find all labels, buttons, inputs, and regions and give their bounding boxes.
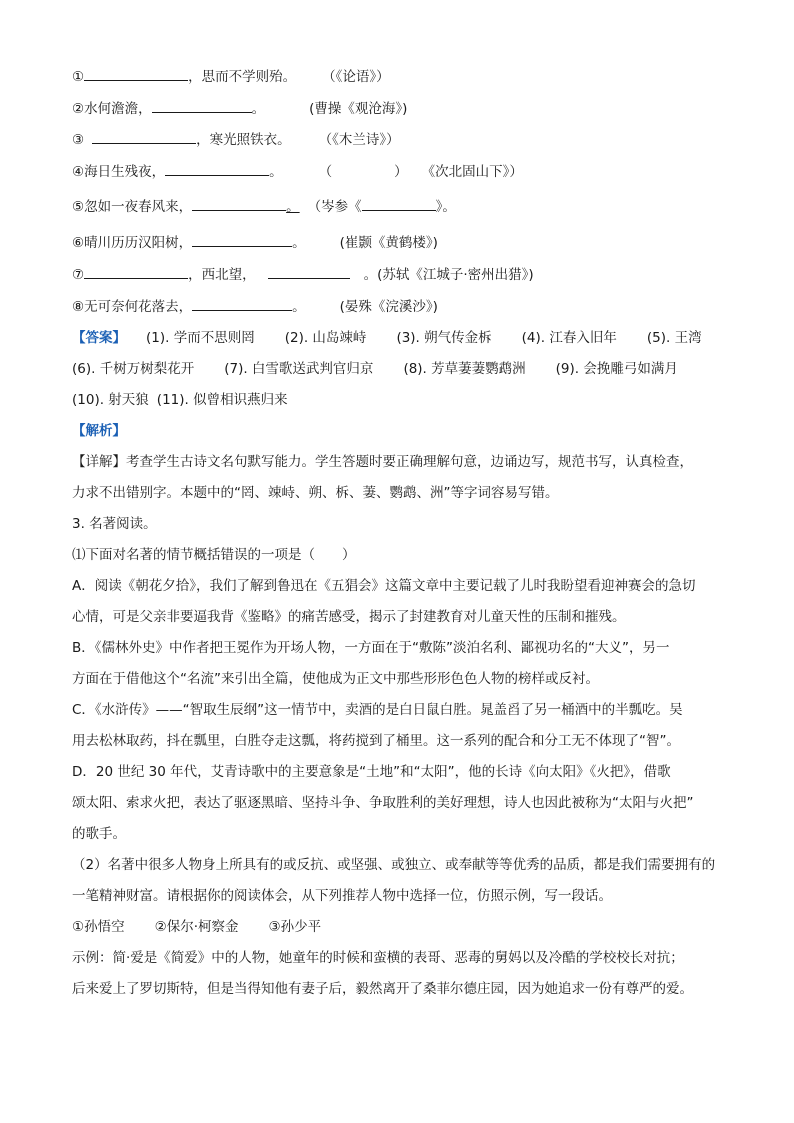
poem-text: 海日生残夜， <box>84 164 166 180</box>
option-d-line-2 <box>72 793 694 813</box>
poem-text: 。 <box>286 199 300 215</box>
poem-text: ，思而不学则殆。 <box>188 69 297 85</box>
item-number: ⑧ <box>72 299 85 315</box>
answer-item: (7). 白雪歌送武判官归京 <box>224 361 374 377</box>
answer-item: (1). 学而不思则罔 <box>146 330 255 346</box>
poem-text: 。 <box>269 164 283 180</box>
item-number: ④ <box>72 164 85 180</box>
answer-blank[interactable] <box>84 264 188 279</box>
poem-line-5 <box>72 196 456 217</box>
example-line-2 <box>72 979 693 999</box>
poem-line-3 <box>72 129 400 150</box>
poem-text: 无可奈何花落去， <box>84 299 193 315</box>
detail-text: 力求不出错别字。本题中的“罔、竦峙、朔、柝、萋、鹦鹉、洲”等字词容易写错。 <box>72 485 559 501</box>
poem-text: 晴川历历汉阳树， <box>84 235 193 251</box>
detail-label: 【详解】 <box>72 454 126 470</box>
item-number: ② <box>72 101 85 117</box>
answer-blank[interactable] <box>192 296 292 311</box>
answer-item: (6). 千树万树梨花开 <box>72 361 195 377</box>
item-number: ⑥ <box>72 235 85 251</box>
answer-row-2 <box>72 359 678 379</box>
poem-line-6 <box>72 232 438 253</box>
answer-blank[interactable] <box>92 129 196 144</box>
question-title-text: 3. 名著阅读。 <box>72 516 157 532</box>
poem-text: ，西北望， <box>188 267 256 283</box>
sub-question-text: 一笔精神财富。请根据你的阅读体会，从下列推荐人物中选择一位，仿照示例，写一段话。 <box>72 888 612 904</box>
poem-source: 《次北固山下》） <box>421 164 523 180</box>
people-list <box>72 917 321 937</box>
answer-item: (9). 会挽雕弓如满月 <box>555 361 678 377</box>
sub-question-2-line-2 <box>72 886 612 906</box>
poem-line-2 <box>72 98 407 119</box>
poem-line-4 <box>72 161 523 182</box>
option-label: D． <box>72 764 96 780</box>
answer-item: (8). 芳草萋萋鹦鹉洲 <box>403 361 526 377</box>
option-c-line-2 <box>72 731 680 751</box>
answer-item: (5). 王湾 <box>646 330 702 346</box>
analysis-detail-2 <box>72 483 559 503</box>
analysis-detail-1 <box>72 452 693 472</box>
poem-text: 。 <box>292 235 306 251</box>
option-d-line-1 <box>72 762 671 782</box>
answer-item: (11). 似曾相识燕归来 <box>156 392 288 408</box>
poem-source: 》。 <box>435 199 456 215</box>
answer-blank[interactable] <box>192 232 292 247</box>
poem-source: (曹操《观沧海》) <box>309 101 408 117</box>
option-label: B． <box>72 640 95 656</box>
option-a-line-1 <box>72 576 696 596</box>
example-text: 示例：简·爱是《简爱》中的人物，她童年的时候和蛮横的表哥、恶毒的舅妈以及冷酷的学校校长对抗； <box>72 950 684 966</box>
answer-blank[interactable] <box>152 98 252 113</box>
poem-source: （岑参《 <box>307 199 362 215</box>
option-b-line-2 <box>72 669 599 689</box>
item-number: ⑤ <box>72 199 85 215</box>
option-label: A． <box>72 578 95 594</box>
poem-source: （《木兰诗》） <box>318 132 400 148</box>
answer-row-3 <box>72 390 288 410</box>
option-text: 的歌手。 <box>72 826 126 842</box>
option-text: 方面在于借他这个“名流”来引出全篇，使他成为正文中那些形形色色人物的榜样或反衬。 <box>72 671 599 687</box>
person-option: ②保尔·柯察金 <box>154 919 239 935</box>
answer-row-1 <box>72 328 702 348</box>
poem-line-1 <box>72 66 390 87</box>
poem-text: 水何澹澹， <box>84 101 152 117</box>
poem-text: 。 <box>363 267 378 283</box>
poem-source: (晏殊《浣溪沙》) <box>339 299 438 315</box>
poem-text: 。 <box>251 101 266 117</box>
poem-text: 忽如一夜春风来， <box>84 199 193 215</box>
option-a-line-2 <box>72 607 626 627</box>
example-text: 后来爱上了罗切斯特，但是当得知他有妻子后，毅然离开了桑菲尔德庄园，因为她追求一份有尊严的爱。 <box>72 981 693 997</box>
option-d-line-3 <box>72 824 126 844</box>
person-option: ③孙少平 <box>268 919 322 935</box>
sub-question-text: （2）名著中很多人物身上所具有的或反抗、或坚强、或独立、或奉献等等优秀的品质，都是我们需要拥有的 <box>72 857 716 873</box>
answer-blank[interactable] <box>84 66 188 81</box>
option-label: C． <box>72 702 95 718</box>
poem-text: 。 <box>292 299 306 315</box>
item-number: ① <box>72 69 85 85</box>
answer-item: (3). 朔气传金柝 <box>396 330 492 346</box>
answer-blank[interactable] <box>362 196 436 211</box>
analysis-label-row <box>72 421 126 441</box>
option-text: 颂太阳、索求火把，表达了驱逐黑暗、坚持斗争、争取胜利的美好理想，诗人也因此被称为“太阳与火把” <box>72 795 694 811</box>
sub-question-1 <box>72 545 356 565</box>
option-text: 用去松林取药，抖在瓢里，白胜夺走这瓢，将药搅到了桶里。这一系列的配合和分工无不体现了“智”。 <box>72 733 680 749</box>
poem-source: （《论语》） <box>322 69 390 85</box>
option-text: 20 世纪 30 年代，艾青诗歌中的主要意象是“土地”和“太阳”，他的长诗《向太阳》《火把》，借歌 <box>95 764 671 780</box>
option-text: 《儒林外史》中作者把王冕作为开场人物，一方面在于“敷陈”淡泊名利、鄙视功名的“大义”，另一 <box>94 640 670 656</box>
option-b-line-1 <box>72 638 670 658</box>
option-c-line-1 <box>72 700 683 720</box>
answer-label: 【答案】 <box>72 330 126 346</box>
option-text: 《水浒传》——“智取生辰纲”这一情节中，卖酒的是白日鼠白胜。晁盖舀了另一桶酒中的半瓢吃。吴 <box>94 702 683 718</box>
paren-open: （ <box>318 164 333 180</box>
answer-blank[interactable] <box>192 196 286 211</box>
paren-close: ） <box>394 164 408 180</box>
poem-line-8 <box>72 296 438 317</box>
answer-blank[interactable] <box>165 161 269 176</box>
answer-blank[interactable] <box>268 264 350 279</box>
option-text: 阅读《朝花夕拾》，我们了解到鲁迅在《五猖会》这篇文章中主要记载了儿时我盼望看迎神赛会的急切 <box>94 578 696 594</box>
item-number: ⑦ <box>72 267 85 283</box>
poem-source: (崔颢《黄鹤楼》) <box>339 235 438 251</box>
answer-item: (10). 射天狼 <box>72 392 149 408</box>
poem-text: ，寒光照铁衣。 <box>196 132 291 148</box>
person-option: ①孙悟空 <box>72 919 125 935</box>
poem-source: (苏轼《江城子·密州出猎》) <box>377 267 534 283</box>
poem-line-7 <box>72 264 534 285</box>
detail-text: 考查学生古诗文名句默写能力。学生答题时要正确理解句意，边诵边写，规范书写，认真检查， <box>126 454 693 470</box>
option-text: 心情，可是父亲非要逼我背《鉴略》的痛苦感受，揭示了封建教育对儿童天性的压制和摧残。 <box>72 609 626 625</box>
example-line-1 <box>72 948 684 968</box>
analysis-label: 【解析】 <box>72 423 126 439</box>
question-title <box>72 514 157 534</box>
sub-question-2-line-1 <box>72 855 715 875</box>
item-number: ③ <box>72 132 85 148</box>
answer-item: (4). 江春入旧年 <box>521 330 617 346</box>
answer-item: (2). 山岛竦峙 <box>284 330 367 346</box>
sub-question-text: ⑴下面对名著的情节概括错误的一项是（ ） <box>72 547 356 563</box>
